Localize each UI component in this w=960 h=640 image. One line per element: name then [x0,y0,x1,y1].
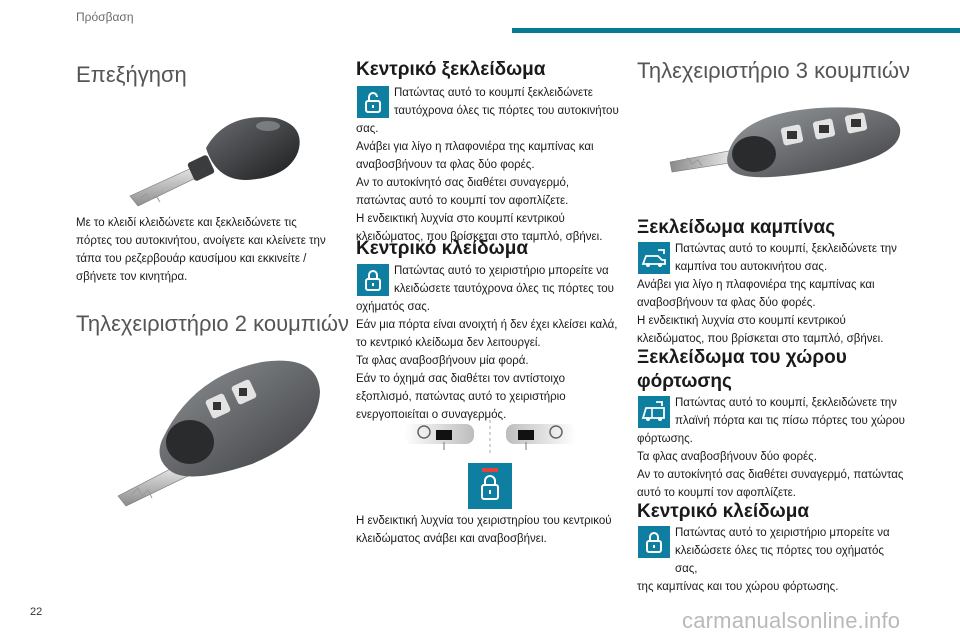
boot-unlock-text: Πατώντας αυτό το κουμπί, ξεκλειδώνετε την καμπίνα του αυτοκινήτου σας. Ανάβει για λίγο η πλαφονιέρα της καμπίνας και αναβοσβήνουν τα φλας δύο φορές. Η ενδεικτική λυχνία στο κουμπί κεντρικού κλειδώματος, που βρίσκεται στο ταμπλό, σβήνει. [637,243,897,345]
dashboard-switch-illustration [400,418,580,458]
three-button-remote-title: Τηλεχειριστήριο 3 κουμπιών [637,58,911,83]
explanation-title: Επεξήγηση [76,62,187,87]
two-button-remote-image [112,346,328,510]
central-unlock-text: Πατώντας αυτό το κουμπί ξεκλειδώνετε ταυτόχρονα όλες τις πόρτες του αυτοκινήτου σας. Ανάβει για λίγο η πλαφονιέρα της καμπίνας και αναβοσβήνουν τα φλας δύο φορές. Αν το αυτοκίνητό σας διαθέτει συναγερμό, πατώντας αυτό το κουμπί τον αφοπλίζετε. Η ενδεικτική λυχνία στο κουμπί κεντρικού κλειδώματος, που βρίσκεται στο ταμπλό, σβήνει. [356,87,619,243]
three-button-remote-image [668,100,904,192]
central-lock-3btn-title: Κεντρικό κλείδωμα [637,501,810,522]
watermark: carmanualsonline.info [682,608,901,633]
central-lock-indicator-text: Η ενδεικτική λυχνία του χειριστηρίου του κεντρικού κλειδώματος ανάβει και αναβοσβήνει. [356,515,612,545]
header-accent-bar [512,28,960,33]
central-lock-title: Κεντρικό κλείδωμα [356,238,529,259]
cargo-unlock-text: Πατώντας αυτό το κουμπί, ξεκλειδώνετε την πλαϊνή πόρτα και τις πίσω πόρτες του χώρου φόρτωσης. Τα φλας αναβοσβήνουν δύο φορές. Αν το αυτοκίνητό σας διαθέτει συναγερμό, πατώντας αυτό το κουμπί τον αφοπλίζετε. [637,397,905,499]
page-number: 22 [30,606,43,618]
central-unlock-title: Κεντρικό ξεκλείδωμα [356,59,546,80]
central-lock-3btn-text: Πατώντας αυτό το χειριστήριο μπορείτε να κλειδώσετε όλες τις πόρτες του οχήματός σας, της καμπίνας και του χώρου φόρτωσης. [637,527,890,593]
section-label: Πρόσβαση [76,10,134,24]
cargo-unlock-title: Ξεκλείδωμα του χώρου φόρτωσης [637,347,847,392]
central-lock-text: Πατώντας αυτό το χειριστήριο μπορείτε να κλειδώσετε ταυτόχρονα όλες τις πόρτες του οχήματός σας. Εάν μια πόρτα είναι ανοιχτή ή δεν έχει κλείσει καλά, το κεντρικό κλείδωμα δεν λειτουργεί. Τα φλας αναβοσβήνουν μία φορά. Εάν το όχημά σας διαθέτει τον αντίστοιχο εξοπλισμό, πατώντας αυτό το χειριστήριο ενεργοποιείται ο συναγερμός. [356,265,618,421]
two-button-remote-title: Τηλεχειριστήριο 2 κουμπιών [76,311,350,336]
explanation-body: Με το κλειδί κλειδώνετε και ξεκλειδώνετε τις πόρτες του αυτοκινήτου, ανοίγετε και κλείνετε την τάπα του ρεζερβουάρ καυσίμου και εκκινείτε / σβήνετε τον κινητήρα. [76,217,326,283]
lock-indicator-icon [468,463,512,509]
boot-unlock-title: Ξεκλείδωμα καμπίνας [637,217,836,238]
key-image [116,108,316,218]
